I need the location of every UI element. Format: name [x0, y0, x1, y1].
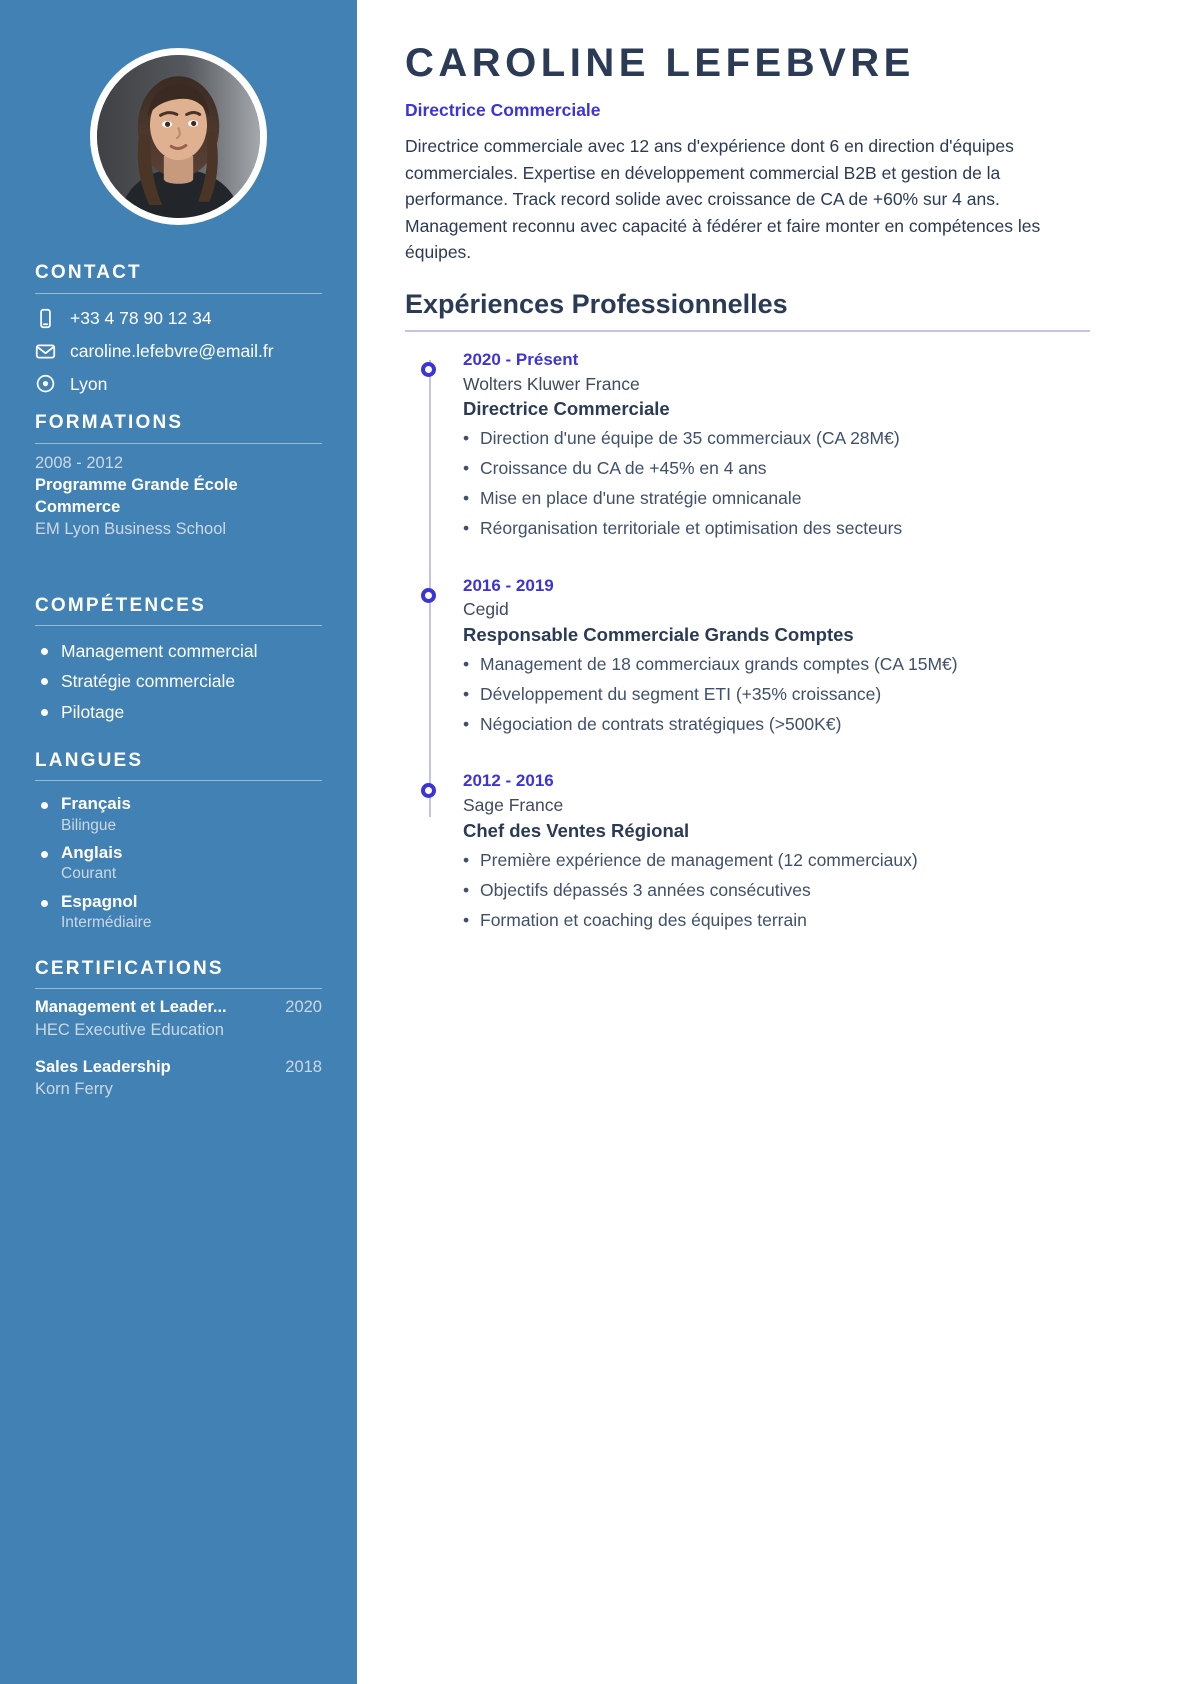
skill-item: Pilotage: [35, 697, 322, 727]
skills-section: [35, 594, 322, 727]
contact-item-phone[interactable]: [35, 308, 322, 329]
language-name: Français: [61, 794, 131, 814]
experience-section-heading: Expériences Professionnelles: [405, 288, 788, 319]
sidebar: [0, 0, 357, 1684]
education-title: FORMATIONS: [35, 411, 184, 433]
experience-bullet: • Formation et coaching des équipes terrain: [463, 905, 1090, 935]
certifications-section: [35, 957, 322, 1102]
certification-year: 2018: [285, 1057, 322, 1076]
language-level: Intermédiaire: [61, 914, 152, 932]
experience-bullet: • Direction d'une équipe de 35 commerciaux (CA 28M€): [463, 423, 1090, 453]
languages-section: [35, 749, 322, 935]
certification-name: Sales Leadership: [35, 1057, 171, 1076]
experience-title: Responsable Commerciale Grands Comptes: [463, 624, 854, 646]
experience-bullet: • Réorganisation territoriale et optimisation des secteurs: [463, 513, 1090, 543]
contact-divider: [35, 293, 322, 294]
experience-company: Cegid: [463, 599, 509, 620]
contact-title: CONTACT: [35, 262, 142, 283]
contact-item-location[interactable]: [35, 374, 322, 395]
experience-bullet: • Croissance du CA de +45% en 4 ans: [463, 453, 1090, 483]
certification-year: 2020: [285, 998, 322, 1017]
skills-list: [35, 636, 322, 726]
languages-title: LANGUES: [35, 749, 144, 771]
experience-bullets: [463, 649, 1090, 739]
certification-name: Management et Leader...: [35, 998, 227, 1017]
email-value: caroline.lefebvre@email.fr: [70, 340, 274, 361]
skill-item: Management commercial: [35, 636, 322, 666]
email-icon: [35, 341, 56, 362]
skill-item: Stratégie commerciale: [35, 666, 322, 696]
page-title: CAROLINE LEFEBVRE: [405, 41, 915, 85]
professional-summary: Directrice commerciale avec 12 ans d'expérience dont 6 en direction d'équipes commerciales. Expertise en développement commercial B2B et gestion de la performance. Track record solide avec croissance de CA de +60% sur 4 ans. Management reconnu avec capacité à fédérer et faire monter en compétences les équipes.: [405, 136, 1041, 263]
experience-bullets: [463, 845, 1090, 935]
education-dates: 2008 - 2012: [35, 453, 124, 472]
contact-item-email[interactable]: [35, 341, 322, 362]
experience-company: Wolters Kluwer France: [463, 373, 640, 394]
language-level: Bilingue: [61, 816, 117, 834]
experience-heading-divider: [405, 330, 1090, 332]
experience-item: [463, 574, 1090, 740]
main-content: [357, 0, 1190, 1684]
experience-bullet: • Négociation de contrats stratégiques (>500K€): [463, 709, 1090, 739]
experience-dates: 2016 - 2019: [463, 575, 554, 595]
phone-value: +33 4 78 90 12 34: [70, 307, 212, 328]
experience-dates: 2020 - Présent: [463, 349, 579, 369]
profile-photo-container: [35, 0, 322, 255]
experience-bullet: • Développement du segment ETI (+35% croissance): [463, 679, 1090, 709]
timeline-dot-icon: [421, 783, 436, 798]
certifications-divider: [35, 988, 322, 989]
certification-item: [35, 997, 322, 1042]
experience-bullet: • Première expérience de management (12 commerciaux): [463, 845, 1090, 875]
contact-list: [35, 308, 322, 395]
language-level: Courant: [61, 865, 117, 883]
location-pin-icon: [35, 374, 56, 395]
job-role-subtitle: Directrice Commerciale: [405, 100, 601, 120]
skills-divider: [35, 625, 322, 626]
experience-item: [463, 769, 1090, 935]
certification-header: [35, 1057, 322, 1078]
languages-divider: [35, 780, 322, 781]
education-degree: Programme Grande École Commerce: [35, 476, 238, 516]
experience-dates: 2012 - 2016: [463, 771, 554, 791]
phone-icon: [35, 308, 56, 329]
education-school: EM Lyon Business School: [35, 519, 227, 538]
certification-issuer: HEC Executive Education: [35, 1020, 224, 1039]
experience-item: [463, 348, 1090, 544]
education-divider: [35, 443, 322, 444]
education-section: [35, 411, 322, 542]
skills-title: COMPÉTENCES: [35, 594, 206, 616]
certification-item: [35, 1057, 322, 1102]
certification-header: [35, 997, 322, 1018]
education-item: [35, 452, 322, 542]
languages-list: [35, 793, 322, 934]
experience-bullets: [463, 423, 1090, 543]
experience-bullet: • Mise en place d'une stratégie omnicanale: [463, 483, 1090, 513]
language-item: [35, 891, 322, 935]
timeline-dot-icon: [421, 362, 436, 377]
experience-bullet: • Objectifs dépassés 3 années consécutives: [463, 875, 1090, 905]
certifications-title: CERTIFICATIONS: [35, 957, 224, 979]
language-name: Anglais: [61, 843, 123, 863]
experience-timeline: [405, 348, 1090, 935]
certification-issuer: Korn Ferry: [35, 1080, 113, 1099]
timeline-dot-icon: [421, 588, 436, 603]
contact-section: [35, 261, 322, 395]
experience-company: Sage France: [463, 795, 564, 816]
profile-photo: [90, 48, 267, 225]
language-item: [35, 842, 322, 886]
experience-bullet: • Management de 18 commerciaux grands comptes (CA 15M€): [463, 649, 1090, 679]
experience-title: Chef des Ventes Régional: [463, 819, 690, 841]
language-item: [35, 793, 322, 837]
location-value: Lyon: [70, 373, 108, 394]
language-name: Espagnol: [61, 891, 138, 911]
experience-title: Directrice Commerciale: [463, 398, 670, 420]
